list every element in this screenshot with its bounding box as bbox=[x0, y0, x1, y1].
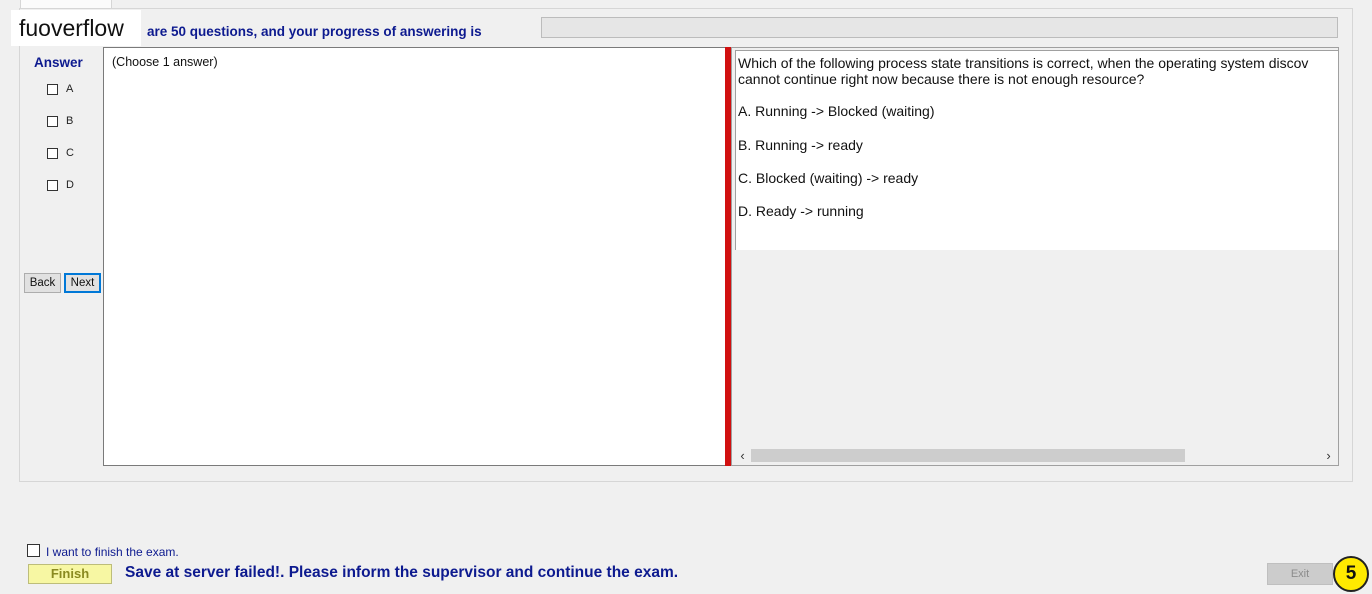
scroll-right-icon[interactable]: › bbox=[1326, 448, 1331, 463]
checkbox-d[interactable] bbox=[47, 180, 58, 191]
horizontal-scrollbar[interactable] bbox=[734, 447, 1337, 464]
number-badge: 5 bbox=[1333, 556, 1369, 592]
question-option-a: A. Running -> Blocked (waiting) bbox=[738, 103, 935, 119]
choose-hint: (Choose 1 answer) bbox=[112, 55, 218, 69]
checkbox-a[interactable] bbox=[47, 84, 58, 95]
answer-option-label: D bbox=[66, 179, 74, 191]
answer-title: Answer bbox=[34, 55, 83, 70]
checkbox-c[interactable] bbox=[47, 148, 58, 159]
question-text bbox=[738, 55, 1338, 87]
question-option-d: D. Ready -> running bbox=[738, 203, 864, 219]
progress-label: are 50 questions, and your progress of answering is bbox=[147, 24, 482, 39]
finish-button[interactable]: Finish bbox=[28, 564, 112, 584]
question-content bbox=[735, 50, 1338, 250]
finish-exam-label[interactable]: I want to finish the exam. bbox=[46, 545, 179, 559]
question-line-1: Which of the following process state transitions is correct, when the operating system discov bbox=[738, 55, 1309, 71]
progress-bar bbox=[541, 17, 1338, 38]
exit-button[interactable]: Exit bbox=[1267, 563, 1333, 585]
back-button[interactable]: Back bbox=[24, 273, 61, 293]
question-pane bbox=[731, 47, 1339, 466]
answer-text-area[interactable] bbox=[103, 47, 725, 466]
answer-option-label: B bbox=[66, 115, 74, 127]
question-option-b: B. Running -> ready bbox=[738, 137, 863, 153]
answer-option-label: A bbox=[66, 83, 74, 95]
status-message: Save at server failed!. Please inform the supervisor and continue the exam. bbox=[125, 564, 679, 581]
question-line-2: cannot continue right now because there is not enough resource? bbox=[738, 71, 1145, 87]
finish-exam-checkbox[interactable] bbox=[27, 544, 40, 557]
scroll-left-icon[interactable]: ‹ bbox=[740, 448, 745, 463]
question-option-c: C. Blocked (waiting) -> ready bbox=[738, 170, 919, 186]
scroll-thumb[interactable] bbox=[751, 449, 1185, 462]
watermark: fuoverflow bbox=[11, 10, 141, 46]
checkbox-b[interactable] bbox=[47, 116, 58, 127]
answer-option-label: C bbox=[66, 147, 74, 159]
next-button[interactable]: Next bbox=[64, 273, 101, 293]
